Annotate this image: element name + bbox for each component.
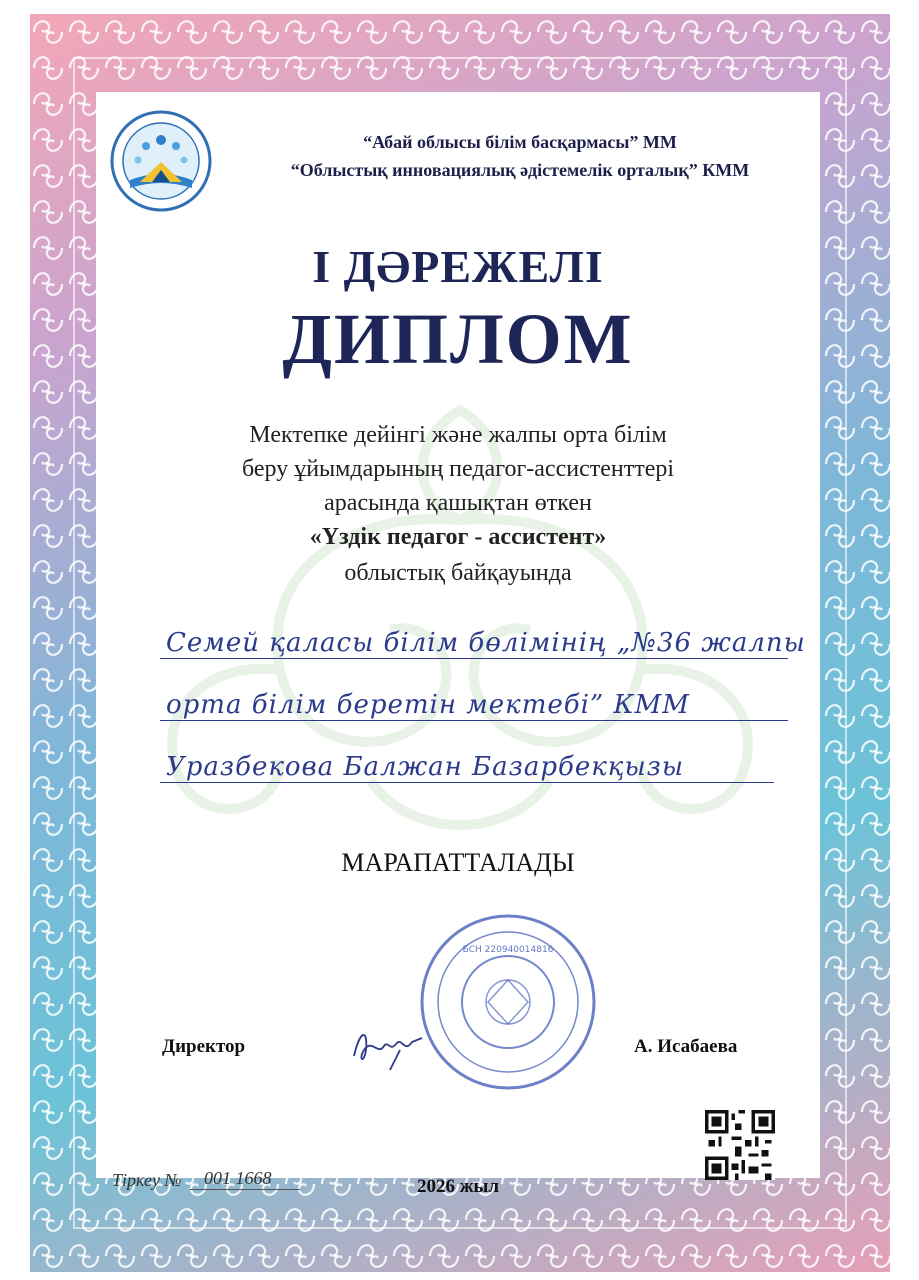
qr-code[interactable] xyxy=(705,1110,775,1180)
handwritten-signature xyxy=(346,1020,436,1074)
stamp-id: БСН 220940014816 xyxy=(462,945,554,955)
issue-year: 2026 жыл xyxy=(416,1176,500,1197)
contest-name: «Үздік педагог - ассистент» xyxy=(309,524,607,550)
organization-name-1: “Абай облысы білім басқармасы” ММ xyxy=(363,132,677,152)
registration-number: 001 1668 xyxy=(190,1168,300,1190)
diploma-title: ДИПЛОМ xyxy=(282,299,634,379)
description-line-1: Мектепке дейінгі және жалпы орта білім xyxy=(249,422,667,448)
recipient-name: Уразбекова Балжан Базарбекқызы xyxy=(160,752,774,783)
description-line-2: беру ұйымдарының педагог-ассистенттері xyxy=(241,456,675,482)
organization-name-2: “Облыстық инновациялық әдістемелік орталық” КММ xyxy=(290,160,750,180)
signatory-name: А. Исабаева xyxy=(634,1036,738,1057)
official-stamp xyxy=(418,912,598,1092)
description-line-3: арасында қашықтан өткен xyxy=(324,490,592,516)
signatory-role: Директор xyxy=(162,1036,246,1057)
diploma-degree: І ДӘРЕЖЕЛІ xyxy=(312,241,604,292)
awarded-text: МАРАПАТТАЛАДЫ xyxy=(341,848,575,877)
registration-label: Тіркеу № xyxy=(112,1170,182,1190)
recipient-line-1: Семей қаласы білім бөлімінің „№36 жалпы xyxy=(160,628,788,659)
description-line-5: облыстық байқауында xyxy=(344,560,572,586)
recipient-line-2: орта білім беретін мектебі” КММ xyxy=(160,690,788,721)
organization-logo xyxy=(110,110,212,212)
